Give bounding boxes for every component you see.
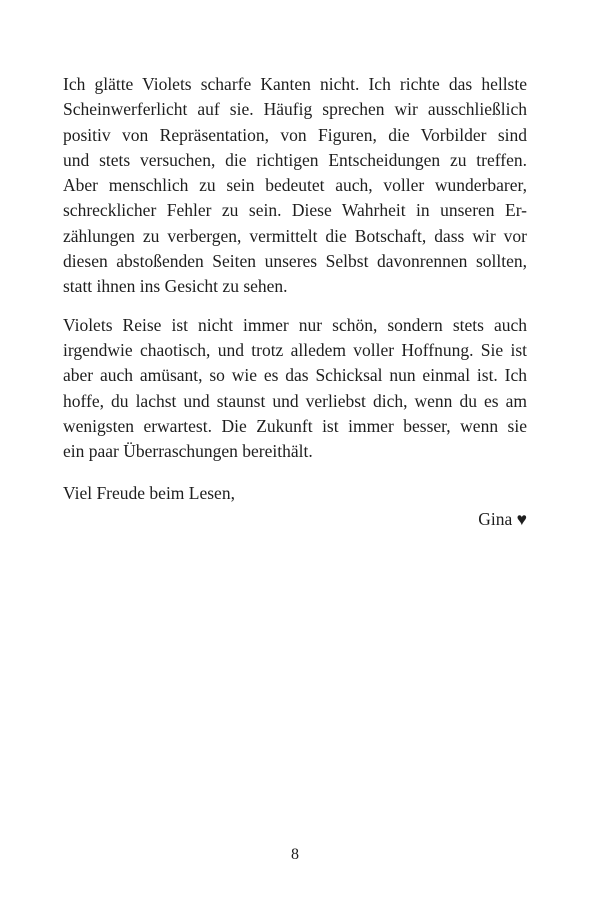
page-number: 8	[291, 846, 299, 863]
text-line: schrecklicher Fehler zu sein. Diese Wahrheit in unseren Er-	[63, 200, 527, 221]
text-line: Aber menschlich zu sein bedeutet auch, voller wunderbarer,	[63, 175, 527, 196]
text-line: Violets Reise ist nicht immer nur schön, sondern stets auch	[63, 314, 527, 335]
text-line: ein paar Überraschungen bereithält.	[63, 441, 313, 462]
text-line: hoffe, du lachst und staunst und verliebst dich, wenn du es am	[63, 390, 527, 411]
text-line: wenigsten erwartest. Die Zukunft ist immer besser, wenn sie	[63, 415, 527, 436]
paragraph	[63, 313, 527, 465]
text-line: Ich glätte Violets scharfe Kanten nicht. Ich richte das hellste	[63, 74, 527, 94]
paragraphs-container	[63, 72, 527, 464]
text-line: aber auch amüsant, so wie es das Schicksal nun einmal ist. Ich	[63, 365, 527, 386]
text-block	[63, 72, 527, 532]
signature-line: Gina ♥	[478, 508, 527, 529]
text-line: positiv von Repräsentation, von Figuren, die Vorbilder sind	[63, 124, 527, 145]
text-line: Scheinwerferlicht auf sie. Häufig sprechen wir ausschließlich	[63, 99, 527, 120]
text-line: diesen abstoßenden Seiten unseres Selbst davonrennen sollten,	[63, 251, 527, 272]
text-line: irgendwie chaotisch, und trotz alledem voller Hoffnung. Sie ist	[63, 339, 527, 360]
closing-line: Viel Freude beim Lesen,	[63, 483, 235, 504]
text-line: und stets versuchen, die richtigen Entscheidungen zu treffen.	[63, 149, 527, 170]
text-line: zählungen zu verbergen, vermittelt die Botschaft, dass wir vor	[63, 225, 527, 246]
paragraph	[63, 72, 527, 300]
text-line: statt ihnen ins Gesicht zu sehen.	[63, 276, 288, 297]
